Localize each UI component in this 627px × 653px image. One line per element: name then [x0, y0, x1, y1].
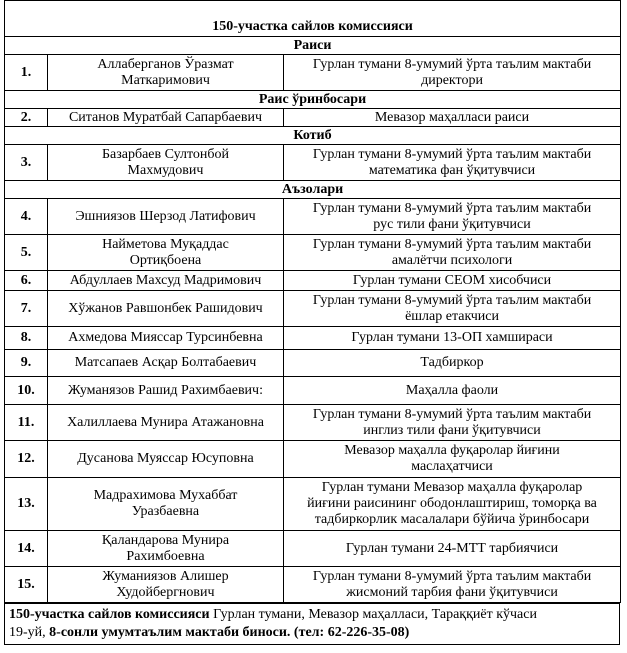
member-row — [5, 271, 621, 291]
member-position — [284, 291, 621, 327]
member-position — [284, 327, 621, 350]
member-position-line: маслаҳатчиси — [411, 459, 493, 474]
row-number: 8. — [5, 327, 48, 350]
member-position — [284, 199, 621, 235]
member-position — [284, 478, 621, 531]
member-position — [284, 377, 621, 405]
member-position-line: инглиз тили фани ўқитувчиси — [363, 422, 541, 438]
footer-house-number: 19-уй, — [9, 625, 46, 640]
member-name — [48, 109, 284, 127]
member-row — [5, 327, 621, 350]
member-position-line: Гурлан тумани 8-умумий ўрта таълим мактаби — [312, 56, 592, 72]
member-row — [5, 377, 621, 405]
member-position-line: йиғини раисининг ободонлаштириш, томорқа ва — [307, 496, 597, 511]
row-number: 15. — [5, 567, 48, 603]
member-position — [284, 441, 621, 478]
row-number: 11. — [5, 405, 48, 441]
footer-table — [4, 603, 620, 645]
member-name-line: Жуманязов Рашид Рахимбаевич: — [68, 382, 263, 398]
member-position — [284, 109, 621, 127]
section-heading: Аъзолари — [5, 181, 621, 199]
member-row — [5, 441, 621, 478]
member-position-line: жисмоний тарбия фани ўқитувчиси — [346, 584, 558, 600]
member-row — [5, 55, 621, 91]
member-position — [284, 531, 621, 567]
member-row — [5, 235, 621, 271]
section-heading: Котиб — [5, 127, 621, 145]
member-name — [48, 271, 284, 291]
member-name-line: Жуманиязов Алишер — [102, 568, 229, 584]
member-position — [284, 350, 621, 377]
member-name-line: Абдуллаев Махсуд Мадримович — [69, 272, 262, 288]
member-name-line: Ортиқбоена — [129, 252, 202, 268]
member-position — [284, 271, 621, 291]
member-name — [48, 291, 284, 327]
member-position-line: ёшлар етакчиси — [405, 308, 499, 324]
member-name-line: Аллаберганов Ўразмат — [97, 56, 234, 72]
member-position-line: Мевазор маҳалласи раиси — [374, 109, 530, 125]
section-heading-row — [5, 37, 621, 55]
member-position-line: Мевазор маҳалла фуқаролар йиғини — [344, 443, 560, 458]
row-number: 9. — [5, 350, 48, 377]
member-position-line: тадбиркорлик масалалари бўйича ўринбосари — [314, 512, 590, 527]
member-name — [48, 327, 284, 350]
row-number: 6. — [5, 271, 48, 291]
member-name-line: Худойбергнович — [116, 584, 215, 600]
member-position-line: Гурлан тумани 24-МТТ тарбиячиси — [345, 540, 559, 556]
member-position — [284, 235, 621, 271]
member-position-line: Гурлан тумани 13-ОП хамшираси — [351, 330, 553, 345]
member-name-line: Базарбаев Султонбой — [101, 146, 230, 162]
member-name-line: Қаландарова Мунира — [101, 532, 230, 548]
row-number: 7. — [5, 291, 48, 327]
row-number: 1. — [5, 55, 48, 91]
member-name-line: Рахимбоевна — [126, 548, 205, 564]
member-name — [48, 350, 284, 377]
address-footer — [5, 604, 620, 645]
member-position-line: Гурлан тумани 8-умумий ўрта таълим мактаби — [312, 568, 592, 584]
section-heading-row — [5, 91, 621, 109]
member-position-line: амалётчи психологи — [391, 252, 513, 268]
footer-commission-name: 150-участка сайлов комиссияси — [9, 607, 210, 622]
member-position — [284, 405, 621, 441]
member-position-line: Тадбиркор — [420, 355, 484, 370]
section-heading: Раиси — [5, 37, 621, 55]
member-position-line: Гурлан тумани 8-умумий ўрта таълим мактаби — [312, 146, 592, 162]
member-position-line: Маҳалла фаоли — [405, 382, 499, 398]
member-name — [48, 405, 284, 441]
member-name — [48, 199, 284, 235]
member-position-line: Гурлан тумани СЕОМ хисобчиси — [352, 272, 552, 288]
member-name-line: Эшниязов Шерзод Латифович — [75, 208, 256, 224]
member-name-line: Дусанова Муяссар Юсуповна — [77, 451, 254, 466]
member-name-line: Маткаримович — [121, 72, 210, 88]
member-position-line: математика фан ўқитувчиси — [368, 162, 536, 178]
row-number: 4. — [5, 199, 48, 235]
member-name — [48, 377, 284, 405]
member-row — [5, 291, 621, 327]
member-position-line: Гурлан тумани 8-умумий ўрта таълим мактаби — [312, 292, 592, 308]
section-heading-row — [5, 127, 621, 145]
member-name-line: Найметова Муқаддас — [102, 236, 229, 252]
title-row — [5, 1, 621, 37]
member-position — [284, 145, 621, 181]
member-position-line: рус тили фани ўқитувчиси — [373, 216, 531, 232]
row-number: 3. — [5, 145, 48, 181]
member-position — [284, 567, 621, 603]
member-name — [48, 441, 284, 478]
member-position-line: директори — [421, 72, 483, 88]
section-heading: Раис ўринбосари — [5, 91, 621, 109]
row-number: 2. — [5, 109, 48, 127]
member-name-line: Махмудович — [127, 162, 204, 178]
member-position — [284, 55, 621, 91]
row-number: 12. — [5, 441, 48, 478]
member-row — [5, 350, 621, 377]
member-name-line: Ситанов Муратбай Сапарбаевич — [68, 109, 263, 125]
member-name — [48, 235, 284, 271]
row-number: 13. — [5, 478, 48, 531]
member-name — [48, 145, 284, 181]
member-row — [5, 478, 621, 531]
footer-building-phone: 8-сонли умумтаълим мактаби биноси. (тел: 62-226-35-08) — [45, 625, 410, 640]
row-number: 14. — [5, 531, 48, 567]
member-row — [5, 145, 621, 181]
member-name-line: Мадрахимова Мухаббат — [93, 488, 238, 503]
row-number: 5. — [5, 235, 48, 271]
member-row — [5, 567, 621, 603]
member-position-line: Гурлан тумани 8-умумий ўрта таълим мактаби — [312, 406, 592, 422]
document-title: 150-участка сайлов комиссияси — [5, 1, 621, 37]
section-heading-row — [5, 181, 621, 199]
member-name — [48, 567, 284, 603]
row-number: 10. — [5, 377, 48, 405]
member-position-line: Гурлан тумани Мевазор маҳалла фуқаролар — [321, 480, 583, 495]
member-row — [5, 109, 621, 127]
footer-address: Гурлан тумани, Мевазор маҳалласи, Тараққиёт кўчаси — [209, 607, 537, 622]
member-name-line: Матсапаев Асқар Болтабаевич — [74, 355, 257, 370]
member-row — [5, 199, 621, 235]
member-position-line: Гурлан тумани 8-умумий ўрта таълим мактаби — [312, 200, 592, 216]
commission-document — [4, 0, 620, 645]
member-name-line: Халиллаева Мунира Атажановна — [67, 414, 264, 430]
member-name — [48, 55, 284, 91]
member-name-line: Уразбаевна — [131, 504, 200, 519]
commission-table — [4, 0, 621, 603]
member-position-line: Гурлан тумани 8-умумий ўрта таълим мактаби — [312, 236, 592, 252]
member-row — [5, 531, 621, 567]
member-name-line: Ахмедова Мияссар Турсинбевна — [68, 330, 263, 345]
member-name — [48, 531, 284, 567]
member-name — [48, 478, 284, 531]
member-name-line: Хўжанов Равшонбек Рашидович — [68, 300, 263, 316]
member-row — [5, 405, 621, 441]
